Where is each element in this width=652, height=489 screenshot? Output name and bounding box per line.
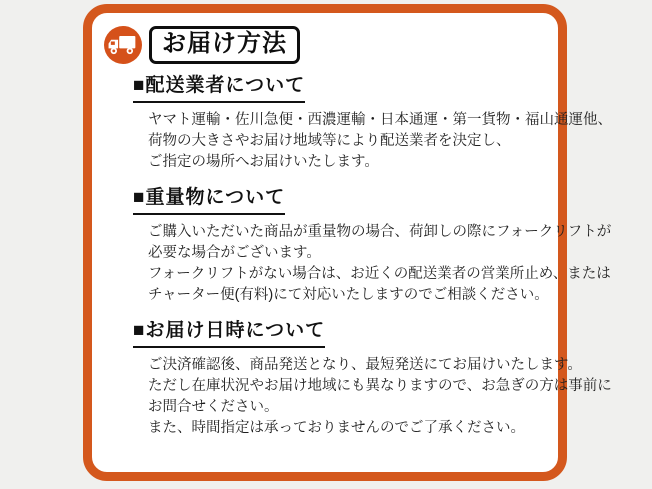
body-line: ご指定の場所へお届けいたします。 [148,154,379,171]
body-line: また、時間指定は承っておりませんのでご了承ください。 [148,419,525,436]
body-line: 必要な場合がございます。 [148,244,321,261]
section-carriers [133,74,612,173]
panel-content [92,13,612,439]
body-line: お問合せください。 [148,398,279,415]
body-line: 荷物の大きさやお届け地域等により配送業者を決定し、 [148,133,511,150]
section-body [148,355,612,439]
truck-icon [104,26,142,64]
delivery-info-panel [83,4,612,481]
body-line: ただし在庫状況やお届け地域にも異なりますので、お急ぎの方は事前に [148,377,612,394]
section-heavy-items [133,186,612,306]
body-line: ご決済確認後、商品発送となり、最短発送にてお届けいたします。 [148,356,582,373]
section-delivery-datetime [133,319,612,439]
panel-header [104,26,544,64]
sections-container [133,74,612,438]
section-body [148,110,612,173]
body-line: ヤマト運輸・佐川急便・西濃運輸・日本通運・第一貨物・福山通運他、 [148,112,612,129]
body-line: フォークリフトがない場合は、お近くの配送業者の営業所止め、または [148,265,611,282]
body-line: チャーター便(有料)にて対応いたしますのでご相談ください。 [148,286,549,303]
section-body [148,222,612,306]
page-title: お届け方法 [149,26,300,64]
body-line: ご購入いただいた商品が重量物の場合、荷卸しの際にフォークリフトが [148,223,612,240]
section-heading: ■重量物について [133,186,285,215]
section-heading: ■お届け日時について [133,319,325,348]
section-heading: ■配送業者について [133,74,305,103]
